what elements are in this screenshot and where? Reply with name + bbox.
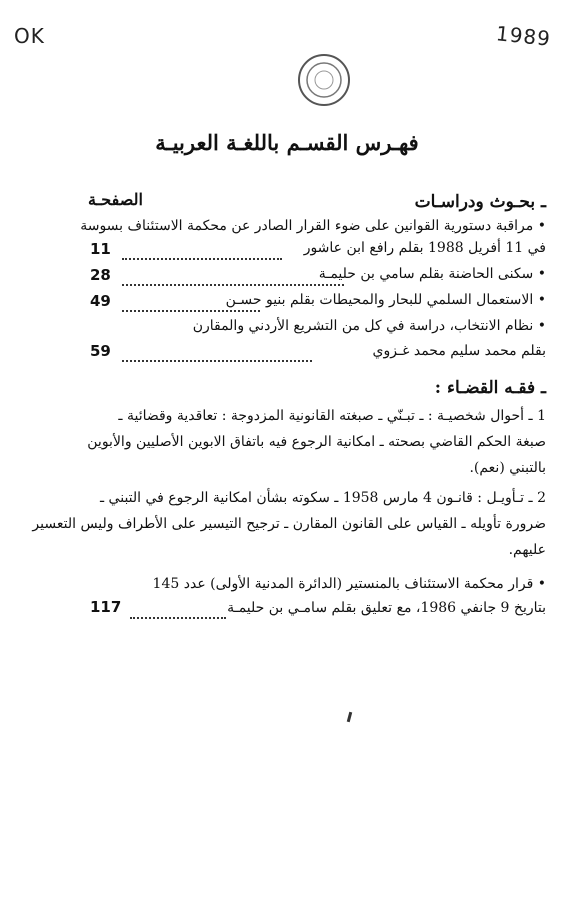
section-heading-jurisprudence: ـ فقـه القضـاء : xyxy=(434,378,546,398)
decision-page: 117 xyxy=(90,598,122,616)
item-2-line3: عليهم. xyxy=(508,542,546,558)
item-2-line2: ضرورة تأويله ـ القياس على القانون المقارن ـ ترجيح التيسير على الأطراف وليس التعسير xyxy=(32,516,546,532)
entry-3-line1: • الاستعمال السلمي للبحار والمحيطات بقلم بنيو حسـن xyxy=(225,292,546,308)
entry-1-line1: • مراقبة دستورية القوانين على ضوء القرار الصادر عن محكمة الاستئناف بسوسة xyxy=(80,218,546,234)
handwritten-ok-note: OK xyxy=(14,24,45,48)
stamp-seal-icon xyxy=(296,52,352,108)
section-heading-research: ـ بحـوث ودراسـات xyxy=(414,192,546,212)
leader-dots xyxy=(122,258,282,260)
item-2-line1: 2 ـ تـأويـل : قانـون 4 مارس 1958 ـ سكوته بشأن امكانية الرجوع في التبني ـ xyxy=(100,490,546,506)
entry-4-line1: • نظام الانتخاب، دراسة في كل من التشريع الأردني والمقارن xyxy=(192,318,546,334)
leader-dots xyxy=(130,617,226,619)
entry-1-page: 11 xyxy=(90,240,111,258)
leader-dots xyxy=(122,310,260,312)
entry-4-line2: بقلم محمد سليم محمد غـزوي xyxy=(372,343,546,359)
decision-line1: • قرار محكمة الاستئناف بالمنستير (الدائرة المدنية الأولى) عدد 145 xyxy=(152,576,546,592)
entry-3-page: 49 xyxy=(90,292,111,310)
entry-4-page: 59 xyxy=(90,342,111,360)
handwritten-year-note: 1989 xyxy=(494,21,553,51)
leader-dots xyxy=(122,360,312,362)
item-1-line1: 1 ـ أحوال شخصيـة : ـ تبـنّي ـ صبغته القانونية المزدوجة : تعاقدية وقضائية ـ xyxy=(118,408,546,424)
page-title: فهـرس القسـم باللغـة العربيـة xyxy=(155,130,419,155)
stray-mark xyxy=(347,712,352,722)
leader-dots xyxy=(122,284,344,286)
entry-1-line2: في 11 أفريل 1988 بقلم رافع ابن عاشور xyxy=(303,240,546,256)
decision-line2: بتاريخ 9 جانفي 1986، مع تعليق بقلم سامـي بن حليمـة xyxy=(227,600,546,616)
entry-2-line1: • سكنى الحاضنة بقلم سامي بن حليمـة xyxy=(318,266,546,282)
page-column-header: الصفحـة xyxy=(88,190,143,209)
item-1-line2: صبغة الحكم القاضي بصحته ـ امكانية الرجوع فيه باتفاق الابوين الأصليين والأبوين xyxy=(87,434,546,450)
item-1-line3: بالتبني (نعم). xyxy=(469,460,546,476)
entry-2-page: 28 xyxy=(90,266,111,284)
